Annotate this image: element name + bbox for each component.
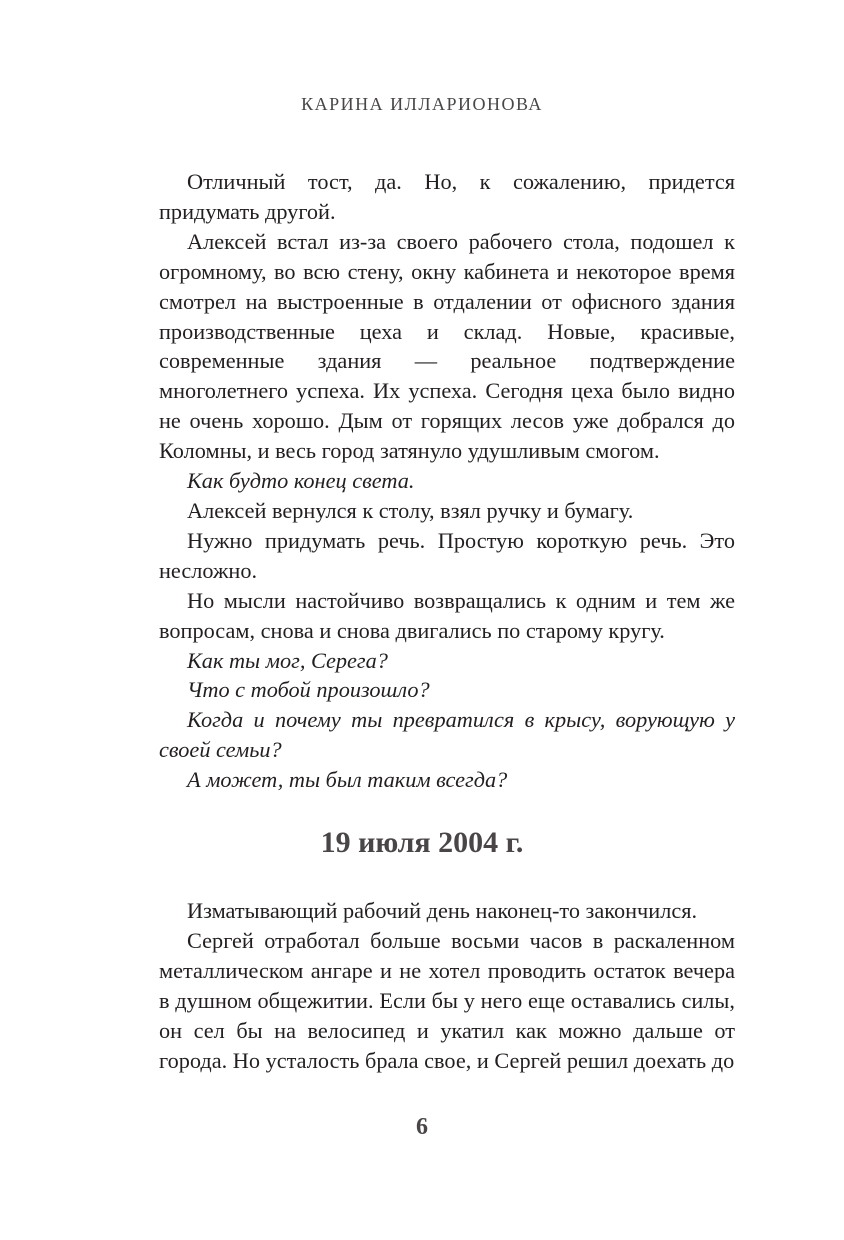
paragraph: Алексей вернулся к столу, взял ручку и бумагу.: [187, 497, 634, 523]
italic-paragraph: Как будто конец света.: [187, 468, 415, 494]
page-number: 6: [416, 1114, 428, 1140]
text-section-1: [159, 167, 735, 795]
paragraph: Отличный тост, да. Но, к сожалению, придется придумать другой.: [159, 169, 735, 224]
italic-paragraph: А может, ты был таким всегда?: [187, 767, 508, 793]
paragraph: Сергей отработал больше восьми часов в раскаленном металлическом ангаре и не хотел проводить остаток вечера в душном общежитии. Если бы у него еще оставались силы, он сел бы на велосипед и укатил как можно дальше от города. Но усталость брала свое, и Сергей решил доехать до: [159, 927, 735, 1073]
paragraph: Изматывающий рабочий день наконец-то закончился.: [187, 898, 698, 923]
text-section-2: [159, 896, 735, 1075]
italic-paragraph: Что с тобой произошло?: [187, 677, 430, 703]
italic-paragraph: Как ты мог, Серега?: [187, 647, 388, 673]
running-head-author: КАРИНА ИЛЛАРИОНОВА: [301, 94, 543, 114]
italic-paragraph: Когда и почему ты превратился в крысу, ворующую у своей семьи?: [159, 707, 735, 763]
paragraph: Нужно придумать речь. Простую короткую речь. Это несложно.: [159, 527, 735, 583]
chapter-date-heading: 19 июля 2004 г.: [320, 826, 524, 859]
paragraph: Но мысли настойчиво возвращались к одним и тем же вопросам, снова и снова двигались по старому кругу.: [159, 587, 735, 643]
paragraph: Алексей встал из-за своего рабочего стола, подошел к огромному, во всю стену, окну кабинета и некоторое время смотрел на выстроенные в отдалении от офисного здания производственные цеха и склад. Новые, красивые, современные здания — реальное подтверждение многолетнего успеха. Их успеха. Сегодня цеха было видно не очень хорошо. Дым от горящих лесов уже добрался до Коломны, и весь город затянуло удушливым смогом.: [159, 228, 735, 464]
